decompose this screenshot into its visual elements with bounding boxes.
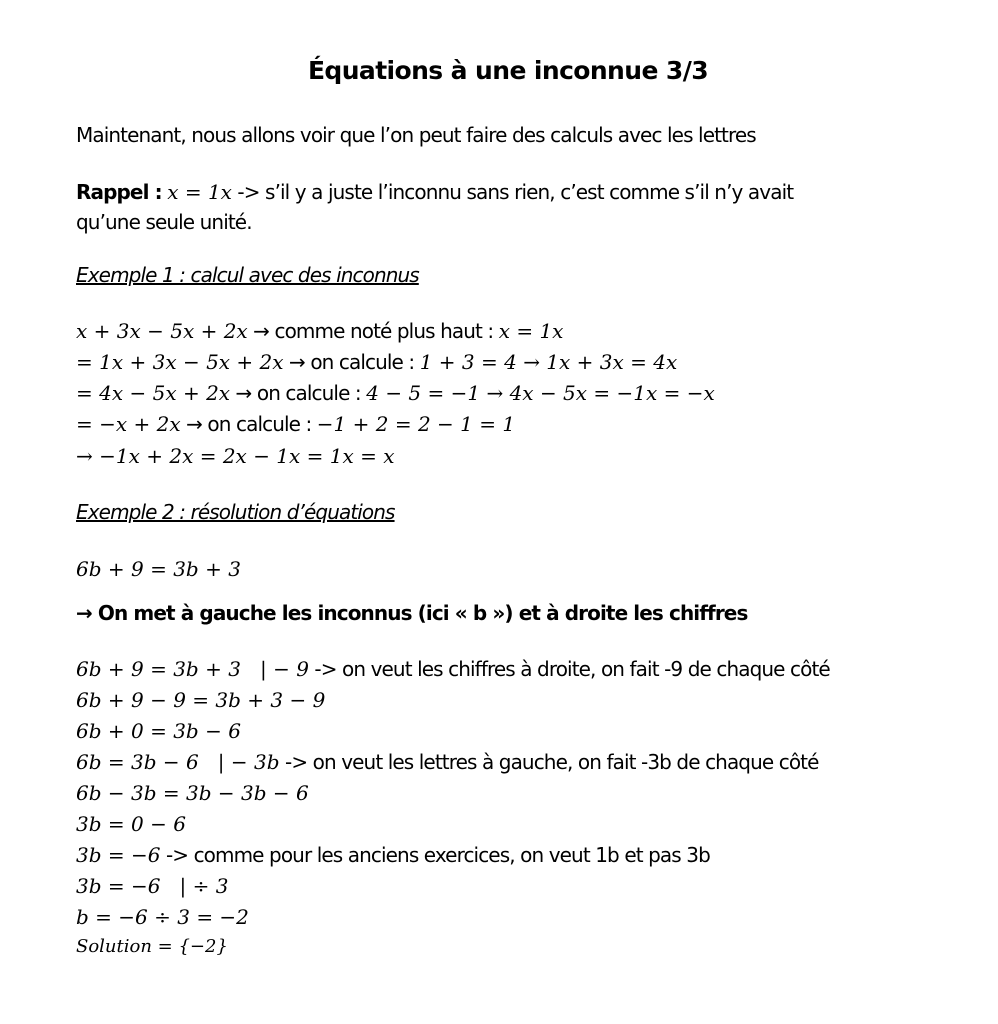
calc-line [76, 380, 715, 406]
calc-text: on calcule : [256, 381, 367, 405]
rappel-label: Rappel : [76, 180, 162, 204]
calc-math-2: 1 + 3 = 4 → 1x + 3x = 4x [419, 350, 678, 374]
equation-math: 6b + 9 = 3b + 3 [76, 557, 241, 581]
calc-math: → −1x + 2x = 2x − 1x = 1x = x [76, 444, 395, 468]
calc-math-2: 4 − 5 = −1 → 4x − 5x = −1x = −x [366, 381, 715, 405]
calc-math: = −x + 2x [76, 412, 181, 436]
step-math: 6b = 3b − 6 | − 3b [76, 750, 280, 774]
calc-text: on calcule : [207, 412, 317, 436]
calc-line [76, 318, 563, 344]
step-math: 6b + 9 = 3b + 3 | − 9 [76, 657, 309, 681]
calc-text: comme noté plus haut : [274, 319, 499, 343]
step-text: -> comme pour les anciens exercices, on veut 1b et pas 3b [160, 843, 710, 867]
calc-line [76, 443, 395, 469]
arrow-icon: → [283, 350, 311, 374]
calc-text: on calcule : [310, 350, 420, 374]
page-title: Équations à une inconnue 3/3 [307, 56, 709, 85]
arrow-icon: → [180, 412, 208, 436]
step-line [76, 842, 710, 868]
step-math: 6b + 9 − 9 = 3b + 3 − 9 [76, 688, 326, 712]
rappel-line-2: qu’une seule unité. [76, 210, 252, 234]
calc-math-2: x = 1x [498, 319, 564, 343]
step-line [76, 811, 186, 837]
intro-paragraph: Maintenant, nous allons voir que l’on peut faire des calculs avec les lettres [76, 123, 756, 147]
arrow-icon: → [247, 319, 275, 343]
calc-math: = 4x − 5x + 2x [76, 381, 231, 405]
calc-line [76, 349, 677, 375]
calc-math: x + 3x − 5x + 2x [76, 319, 248, 343]
step-line [76, 749, 819, 775]
exemple2-equation [76, 556, 241, 582]
step-math: b = −6 ÷ 3 = −2 [76, 905, 249, 929]
exemple2-heading: Exemple 2 : résolution d’équations [76, 500, 395, 524]
step-math: 3b = 0 − 6 [76, 812, 186, 836]
step-line [76, 904, 249, 930]
step-line [76, 687, 325, 713]
rappel-text: -> s’il y a juste l’inconnu sans rien, c’est comme s’il n’y avait [231, 180, 794, 204]
step-line [76, 780, 309, 806]
rappel-math: x = 1x [167, 180, 232, 204]
step-line [76, 873, 229, 899]
calc-math: = 1x + 3x − 5x + 2x [76, 350, 284, 374]
calc-line [76, 411, 515, 437]
step-text: -> on veut les lettres à gauche, on fait -3b de chaque côté [279, 750, 819, 774]
exemple1-heading: Exemple 1 : calcul avec des inconnus [76, 263, 419, 287]
step-math: 6b + 0 = 3b − 6 [76, 719, 241, 743]
solution-line [76, 932, 228, 960]
step-math: 3b = −6 | ÷ 3 [76, 874, 229, 898]
step-math: 6b − 3b = 3b − 3b − 6 [76, 781, 309, 805]
solution: Solution = {−2} [76, 936, 228, 957]
calc-math-2: −1 + 2 = 2 − 1 = 1 [316, 412, 516, 436]
rappel-line-1 [76, 179, 793, 205]
exemple2-rule: → On met à gauche les inconnus (ici « b ») et à droite les chiffres [76, 601, 748, 625]
arrow-icon: → [230, 381, 257, 405]
step-math: 3b = −6 [76, 843, 161, 867]
step-text: -> on veut les chiffres à droite, on fait -9 de chaque côté [308, 657, 830, 681]
step-line [76, 656, 830, 682]
step-line [76, 718, 241, 744]
